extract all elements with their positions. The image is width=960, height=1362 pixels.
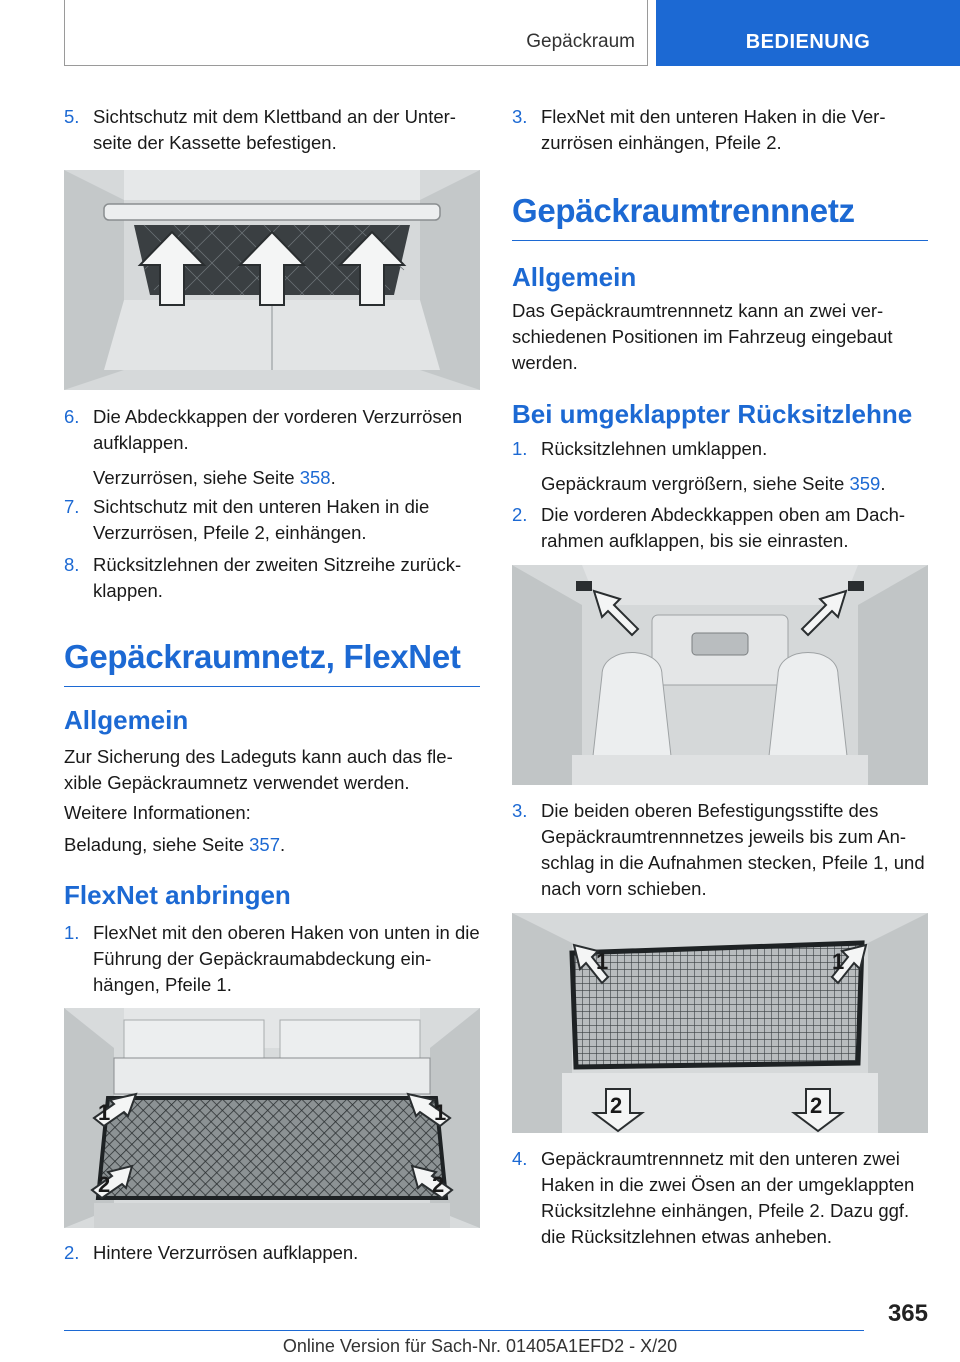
figure-separator-net (512, 913, 928, 1133)
paragraph-intro: Zur Sicherung des Ladeguts kann auch das fle-xible Gepäckraumnetz verwendet werden. (64, 746, 453, 793)
subheading-umgeklappt: Bei umgeklappter Rücksitzlehne (512, 399, 913, 429)
flexnet-step-2 (64, 1240, 480, 1266)
arrow-label-1: 1 (98, 1100, 111, 1125)
figure-flexnet-net (64, 1008, 480, 1228)
figure-trunk-cover-arrows (64, 170, 480, 390)
page-link-359[interactable]: 359 (849, 473, 881, 494)
step-7 (64, 494, 480, 546)
step-number: 2. (64, 1242, 80, 1263)
page-number: 365 (887, 1300, 928, 1327)
step-number: 7. (64, 496, 80, 517)
trennnetz-step-3 (512, 798, 928, 902)
footer-version-text: Online Version für Sach-Nr. 01405A1EFD2 - X/20 (282, 1336, 678, 1356)
subheading-allgemein: Allgemein (64, 705, 189, 735)
page-link-358[interactable]: 358 (299, 467, 331, 488)
step-8 (64, 552, 480, 604)
step-text: FlexNet mit den oberen Haken von unten in die Führung der Gepäckraumabdeckung ein-hängen, Pfeile 1. (93, 922, 480, 995)
arrow-label-2: 2 (810, 1093, 823, 1118)
flexnet-step-1 (64, 920, 480, 998)
arrow-label-2: 2 (98, 1172, 111, 1197)
header-section-title: Gepäckraum (526, 31, 635, 52)
arrow-label-2: 2 (432, 1172, 445, 1197)
step-text: Hintere Verzurrösen aufklappen. (93, 1242, 359, 1263)
header-section-box (64, 0, 648, 66)
flexnet-step-3 (512, 104, 928, 156)
footer-divider (64, 1330, 864, 1331)
step-reference: Gepäckraum vergrößern, siehe Seite 359. (541, 473, 886, 494)
step-number: 3. (512, 106, 528, 127)
trennnetz-step-1 (512, 436, 928, 497)
step-text: FlexNet mit den unteren Haken in die Ver-zurrösen einhängen, Pfeile 2. (541, 106, 886, 153)
section-title-flexnet: Gepäckraumnetz, FlexNet (64, 638, 480, 687)
step-text: Gepäckraumtrennnetz mit den unteren zwei Haken in die zwei Ösen an der umgeklappten Rücksitzlehne einhängen, Pfeile 2. Dazu ggf. die Rücksitzlehnen etwas anheben. (541, 1148, 915, 1247)
trennnetz-step-4 (512, 1146, 928, 1250)
step-reference: Verzurrösen, siehe Seite 358. (93, 467, 336, 488)
figure-roof-caps (512, 565, 928, 785)
subheading-flexnet-anbringen: FlexNet anbringen (64, 880, 291, 910)
page-link-357[interactable]: 357 (249, 834, 281, 855)
step-number: 2. (512, 504, 528, 525)
step-text: Die Abdeckkappen der vorderen Verzurrösen aufklappen. (93, 406, 463, 453)
step-6 (64, 404, 480, 491)
step-text: Die vorderen Abdeckkappen oben am Dach-rahmen aufklappen, bis sie einrasten. (541, 504, 906, 551)
arrow-label-1: 1 (832, 949, 845, 974)
step-text: Sichtschutz mit dem Klettband an der Unter-seite der Kassette befestigen. (93, 106, 456, 153)
step-5 (64, 104, 480, 156)
step-number: 4. (512, 1148, 528, 1169)
step-number: 1. (64, 922, 80, 943)
step-text: Die beiden oberen Befestigungsstifte des Gepäckraumtrennnetzes jeweils bis zum An-schlag in die Aufnahmen stecken, Pfeile 1, und nach vorn schieben. (541, 800, 925, 899)
header-chapter-label: BEDIENUNG (745, 31, 871, 53)
arrow-label-1: 1 (596, 949, 609, 974)
paragraph-more-info: Weitere Informationen: (64, 802, 251, 823)
section-title-trennnetz: Gepäckraumtrennnetz (512, 192, 928, 241)
arrow-label-1: 1 (434, 1100, 447, 1125)
step-number: 6. (64, 406, 80, 427)
step-text: Rücksitzlehnen umklappen. (541, 438, 768, 459)
paragraph-loading-ref: Beladung, siehe Seite 357. (64, 834, 286, 855)
arrow-label-2: 2 (610, 1093, 623, 1118)
step-number: 3. (512, 800, 528, 821)
step-number: 5. (64, 106, 80, 127)
paragraph-trennnetz-intro: Das Gepäckraumtrennnetz kann an zwei ver-schiedenen Positionen im Fahrzeug eingebaut werden. (512, 300, 893, 373)
step-number: 8. (64, 554, 80, 575)
step-text: Sichtschutz mit den unteren Haken in die Verzurrösen, Pfeile 2, einhängen. (93, 496, 430, 543)
subheading-allgemein: Allgemein (512, 262, 637, 292)
header-chapter-tab (656, 0, 960, 66)
trennnetz-step-2 (512, 502, 928, 554)
step-number: 1. (512, 438, 528, 459)
step-text: Rücksitzlehnen der zweiten Sitzreihe zurück-klappen. (93, 554, 462, 601)
